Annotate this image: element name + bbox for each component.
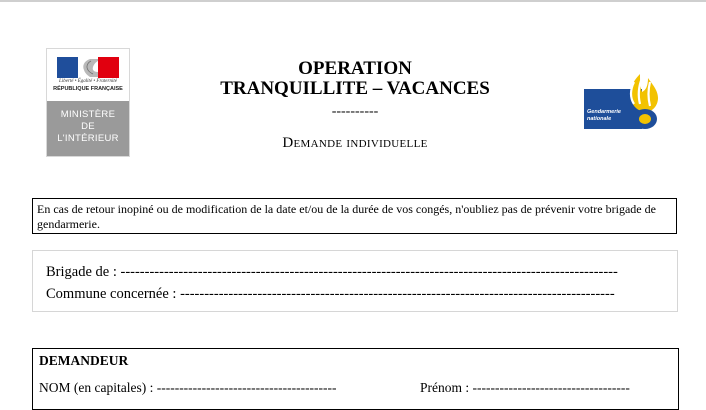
demandeur-title: DEMANDEUR	[39, 353, 129, 368]
notice-box	[32, 198, 677, 234]
brigade-field[interactable]: Brigade de : -------------------------------------------------------------------------------------------------------	[46, 264, 618, 280]
notice-text: En cas de retour inopiné ou de modification de la date et/ou de la durée de vos congés, n'oubliez pas de prévenir votre brigade de gendarmerie.	[37, 202, 656, 231]
document-subtitle: Demande individuelle	[282, 135, 428, 151]
brigade-section	[32, 250, 678, 312]
top-border	[0, 0, 706, 2]
commune-field[interactable]: Commune concernée : ------------------------------------------------------------------------------------------	[46, 286, 615, 302]
gendarmerie-label: Gendarmerie nationale	[587, 109, 621, 122]
ministry-name: MINISTÈRE DE L'INTÉRIEUR	[57, 109, 119, 144]
demandeur-section	[32, 348, 679, 410]
title-line-2: TRANQUILLITE – VACANCES	[220, 78, 490, 99]
marianne-block	[47, 49, 129, 101]
republic-label: RÉPUBLIQUE FRANÇAISE	[53, 86, 123, 92]
gendarmerie-logo	[584, 72, 666, 132]
prenom-field[interactable]: Prénom : -----------------------------------	[420, 380, 630, 395]
nom-field[interactable]: NOM (en capitales) : ----------------------------------------	[39, 380, 337, 395]
marianne-flag-icon	[57, 57, 119, 78]
ministry-name-block	[47, 101, 129, 156]
title-line-1: OPERATION	[298, 58, 412, 79]
title-separator: ----------	[331, 104, 379, 119]
ministry-logo	[46, 48, 130, 157]
grenade-flame-icon	[620, 72, 666, 132]
ministry-motto: Liberté • Égalité • Fraternité	[59, 79, 117, 84]
